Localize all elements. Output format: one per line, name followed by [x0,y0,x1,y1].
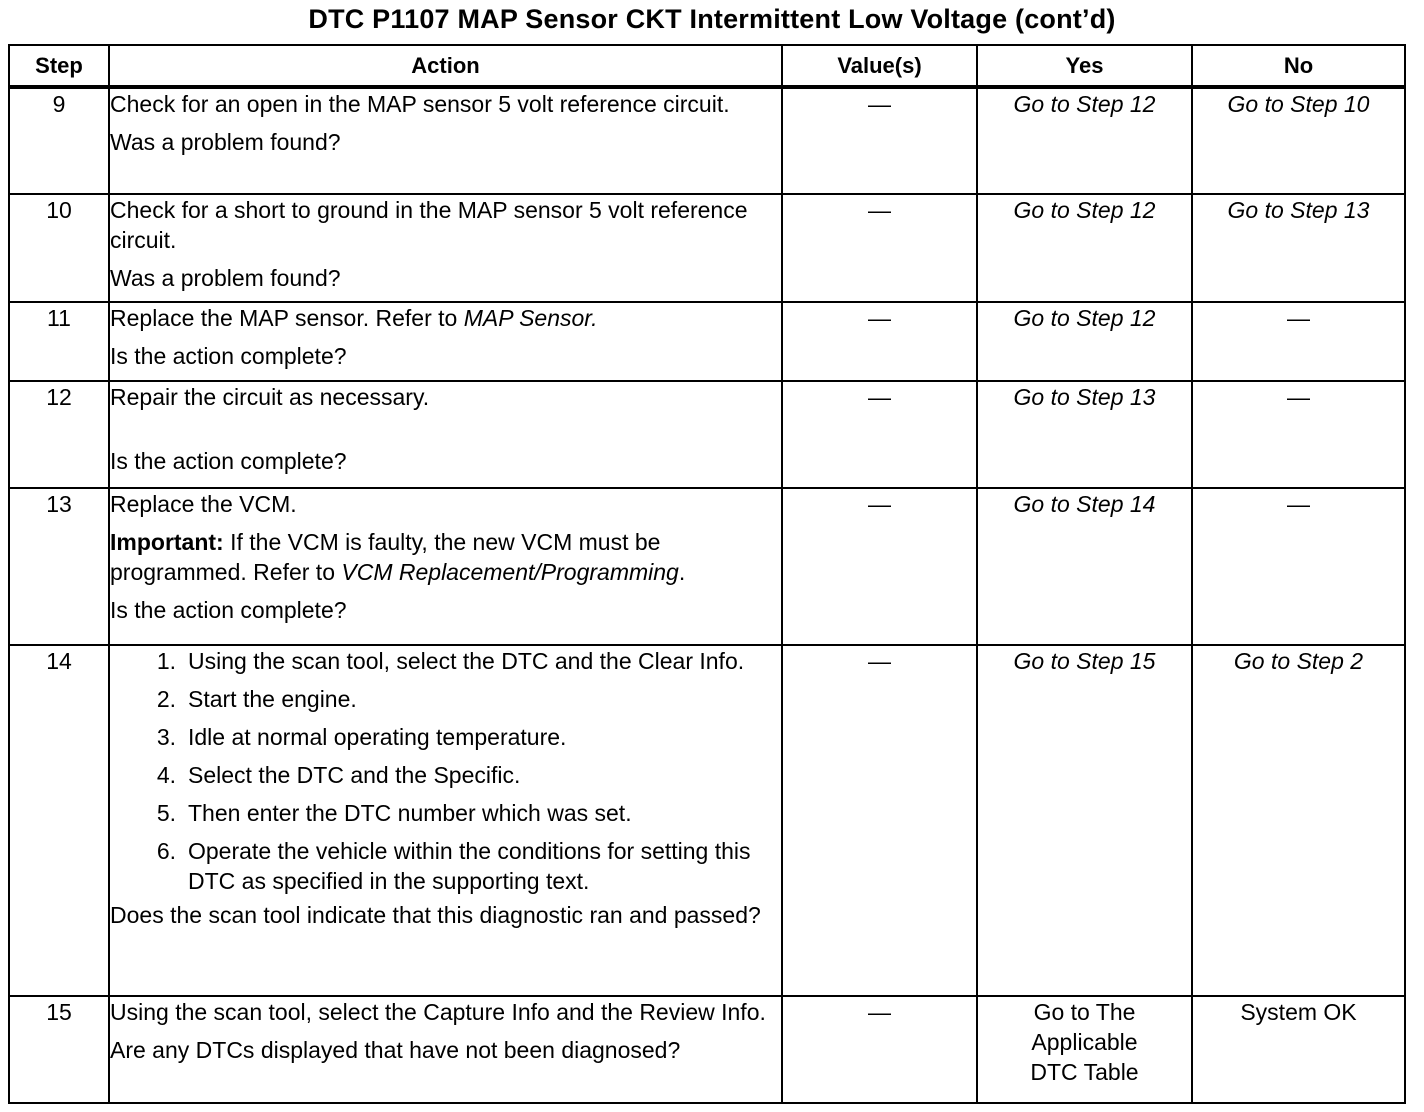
action-cell [109,194,782,302]
step-number: 9 [9,87,109,194]
yes-cell: Go to Step 13 [977,381,1192,488]
table-row [9,488,1405,645]
yes-cell: Go to Step 12 [977,302,1192,381]
step-number: 10 [9,194,109,302]
important-label: Important: [110,529,224,555]
action-cell [109,302,782,381]
page-title: DTC P1107 MAP Sensor CKT Intermittent Low Voltage (cont’d) [308,4,1116,34]
yes-cell-text: Go to The Applicable DTC Table [1030,999,1139,1085]
value-cell: — [782,996,977,1103]
list-number: 6. [156,838,176,864]
no-cell: System OK [1192,996,1405,1103]
action-text [110,303,781,333]
list-number: 4. [156,762,176,788]
step-number: 13 [9,488,109,645]
action-cell [109,645,782,996]
value-cell: — [782,194,977,302]
list-number: 1. [156,648,176,674]
reference-link[interactable]: VCM Replacement/Programming [341,559,679,585]
list-item [110,722,781,752]
table-row [9,87,1405,194]
list-item [110,646,781,676]
list-item [110,836,781,896]
header-action: Action [109,45,782,87]
action-cell [109,996,782,1103]
table-row [9,194,1405,302]
action-text-lead: Replace the MAP sensor. Refer to [110,305,464,331]
important-end: . [678,559,686,585]
header-no: No [1192,45,1405,87]
header-step: Step [9,45,109,87]
table-header-row [9,45,1405,87]
action-cell [109,381,782,488]
action-question: Was a problem found? [110,265,341,291]
action-question: Is the action complete? [110,597,347,623]
list-number: 3. [156,724,176,750]
action-question: Are any DTCs displayed that have not been diagnosed? [110,1037,681,1063]
step-number: 14 [9,645,109,996]
action-question: Does the scan tool indicate that this diagnostic ran and passed? [110,902,761,928]
step-number: 15 [9,996,109,1103]
value-cell: — [782,381,977,488]
list-item [110,798,781,828]
action-cell [109,87,782,194]
action-text: Using the scan tool, select the Capture Info and the Review Info. [110,999,766,1025]
list-text: Start the engine. [188,686,357,712]
important-text: If the VCM is faulty, the new VCM must be programmed. Refer to [110,529,661,585]
action-text: Check for an open in the MAP sensor 5 volt reference circuit. [110,91,730,117]
table-row [9,996,1405,1103]
no-cell: — [1192,488,1405,645]
yes-cell: Go to Step 15 [977,645,1192,996]
list-text: Idle at normal operating temperature. [188,724,567,750]
action-question: Was a problem found? [110,129,341,155]
header-yes: Yes [977,45,1192,87]
procedure-list [110,646,781,896]
list-text: Operate the vehicle within the conditions for setting this DTC as specified in the supporting text. [188,838,751,894]
list-text: Using the scan tool, select the DTC and the Clear Info. [188,648,745,674]
action-text: Replace the VCM. [110,491,297,517]
action-question: Is the action complete? [110,448,347,474]
action-cell [109,488,782,645]
list-item [110,760,781,790]
action-question: Is the action complete? [110,343,347,369]
value-cell: — [782,488,977,645]
list-text: Then enter the DTC number which was set. [188,800,632,826]
yes-cell [977,996,1192,1103]
no-cell: — [1192,381,1405,488]
action-text: Check for a short to ground in the MAP sensor 5 volt reference circuit. [110,197,748,253]
yes-cell: Go to Step 12 [977,87,1192,194]
step-number: 12 [9,381,109,488]
value-cell: — [782,87,977,194]
value-cell: — [782,645,977,996]
step-number: 11 [9,302,109,381]
list-item [110,684,781,714]
important-note [110,527,781,587]
table-row [9,302,1405,381]
list-text: Select the DTC and the Specific. [188,762,521,788]
no-cell: Go to Step 2 [1192,645,1405,996]
yes-cell: Go to Step 12 [977,194,1192,302]
table-row [9,381,1405,488]
reference-link[interactable]: MAP Sensor. [463,305,598,331]
action-text: Repair the circuit as necessary. [110,384,430,410]
no-cell: Go to Step 13 [1192,194,1405,302]
diagnostic-table [8,44,1406,1104]
no-cell: Go to Step 10 [1192,87,1405,194]
yes-cell: Go to Step 14 [977,488,1192,645]
table-row [9,645,1405,996]
value-cell: — [782,302,977,381]
list-number: 2. [156,686,176,712]
header-values: Value(s) [782,45,977,87]
no-cell: — [1192,302,1405,381]
list-number: 5. [156,800,176,826]
